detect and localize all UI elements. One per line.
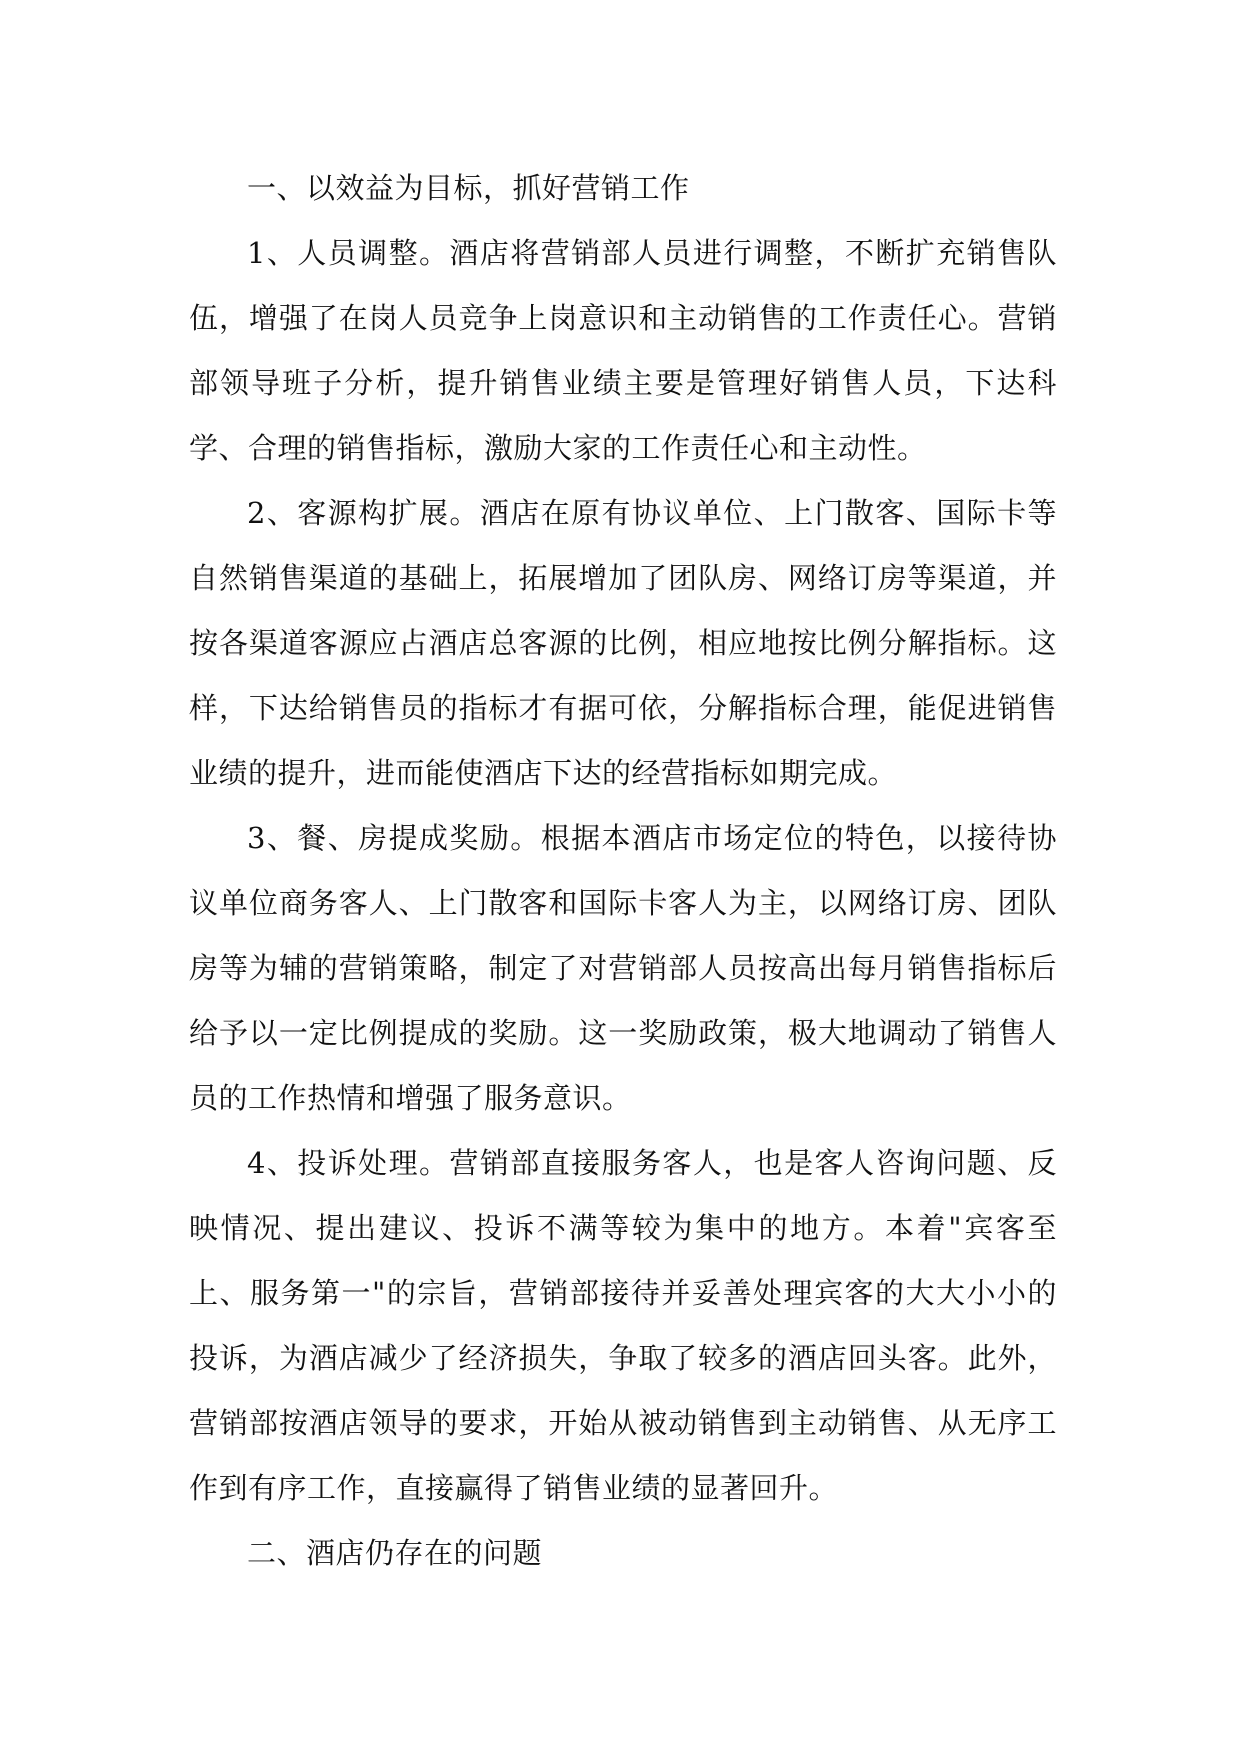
paragraph-complaint-handling: 4、投诉处理。营销部直接服务客人，也是客人咨询问题、反映情况、提出建议、投诉不满等较为集中的地方。本着"宾客至上、服务第一"的宗旨，营销部接待并妥善处理宾客的大大小小的投诉，为酒店减少了经济损失，争取了较多的酒店回头客。此外，营销部按酒店领导的要求，开始从被动销售到主动销售、从无序工作到有序工作，直接赢得了销售业绩的显著回升。 <box>189 1146 1057 1505</box>
paragraph-customer-source-expansion: 2、客源构扩展。酒店在原有协议单位、上门散客、国际卡等自然销售渠道的基础上，拓展增加了团队房、网络订房等渠道，并按各渠道客源应占酒店总客源的比例，相应地按比例分解指标。这样，下达给销售员的指标才有据可依，分解指标合理，能促进销售业绩的提升，进而能使酒店下达的经营指标如期完成。 <box>189 496 1057 790</box>
section-1-heading: 一、以效益为目标，抓好营销工作 <box>247 171 690 205</box>
paragraph-commission-rewards: 3、餐、房提成奖励。根据本酒店市场定位的特色，以接待协议单位商务客人、上门散客和国际卡客人为主，以网络订房、团队房等为辅的营销策略，制定了对营销部人员按高出每月销售指标后给予以一定比例提成的奖励。这一奖励政策，极大地调动了销售人员的工作热情和增强了服务意识。 <box>189 821 1057 1115</box>
section-2-heading: 二、酒店仍存在的问题 <box>247 1536 543 1570</box>
paragraph-personnel-adjustment: 1、人员调整。酒店将营销部人员进行调整，不断扩充销售队伍，增强了在岗人员竞争上岗意识和主动销售的工作责任心。营销部领导班子分析，提升销售业绩主要是管理好销售人员，下达科学、合理的销售指标，激励大家的工作责任心和主动性。 <box>189 236 1057 465</box>
document-body <box>189 156 1057 1586</box>
